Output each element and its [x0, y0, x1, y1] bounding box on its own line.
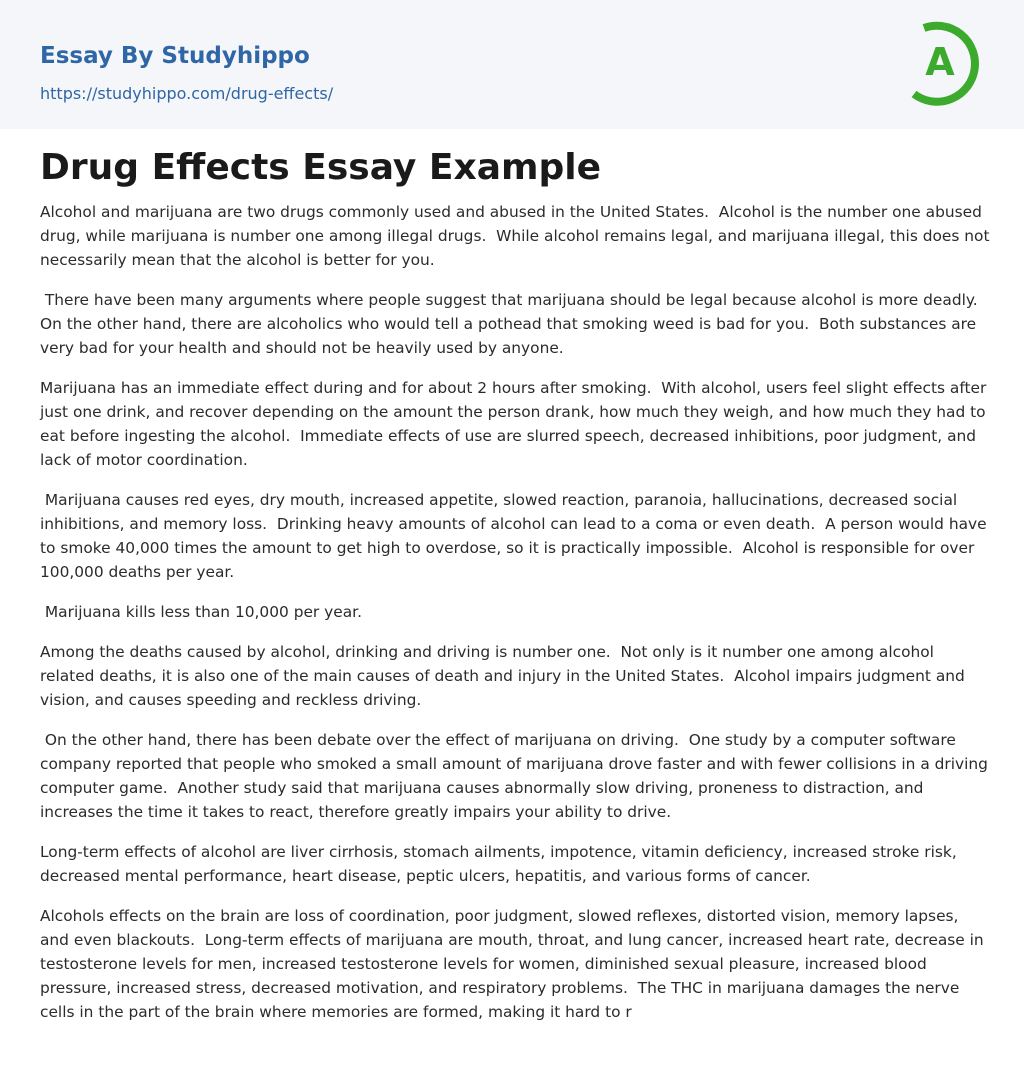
- essay-paragraph: Among the deaths caused by alcohol, drinking and driving is number one. Not only is it number one among alcohol related deaths, it is also one of the main causes of death and injury in the United States. Alcohol impairs judgment and vision, and causes speeding and reckless driving.: [40, 643, 970, 709]
- essay-paragraph: Marijuana causes red eyes, dry mouth, increased appetite, slowed reaction, paranoia, hallucinations, decreased social inhibitions, and memory loss. Drinking heavy amounts of alcohol can lead to a coma or even death. A person would have to smoke 40,000 times the amount to get high to overdose, so it is practically impossible. Alcohol is responsible for over 100,000 deaths per year.: [40, 491, 992, 581]
- essay-paragraph: Long-term effects of alcohol are liver cirrhosis, stomach ailments, impotence, vitamin deficiency, increased stroke risk, decreased mental performance, heart disease, peptic ulcers, hepatitis, and various forms of cancer.: [40, 843, 962, 885]
- logo-letter: A: [925, 40, 955, 84]
- essay-paragraph: Alcohols effects on the brain are loss of coordination, poor judgment, slowed reflexes, distorted vision, memory lapses, and even blackouts. Long-term effects of marijuana are mouth, throat, and lung cancer, increased heart rate, decrease in testosterone levels for men, increased testosterone levels for women, diminished sexual pleasure, increased blood pressure, increased stress, decreased motivation, and respiratory problems. The THC in marijuana damages the nerve cells in the part of the brain where memories are formed, making it hard to r: [40, 907, 989, 1021]
- site-brand[interactable]: Essay By Studyhippo: [40, 43, 310, 69]
- page-url-link[interactable]: https://studyhippo.com/drug-effects/: [40, 84, 334, 103]
- site-header: [0, 0, 1024, 129]
- studyhippo-logo-icon[interactable]: [904, 18, 988, 106]
- essay-paragraph: There have been many arguments where people suggest that marijuana should be legal because alcohol is more deadly. On the other hand, there are alcoholics who would tell a pothead that smoking weed is bad for you. Both substances are very bad for your health and should not be heavily used by anyone.: [40, 291, 988, 357]
- essay-paragraph: Marijuana kills less than 10,000 per year.: [40, 603, 362, 621]
- essay-paragraph: Marijuana has an immediate effect during and for about 2 hours after smoking. With alcohol, users feel slight effects after just one drink, and recover depending on the amount the person drank, how much they weigh, and how much they had to eat before ingesting the alcohol. Immediate effects of use are slurred speech, decreased inhibitions, poor judgment, and lack of motor coordination.: [40, 379, 992, 469]
- essay-paragraph: Alcohol and marijuana are two drugs commonly used and abused in the United States. Alcohol is the number one abused drug, while marijuana is number one among illegal drugs. While alcohol remains legal, and marijuana illegal, this does not necessarily mean that the alcohol is better for you.: [40, 203, 995, 269]
- page-title: Drug Effects Essay Example: [40, 147, 602, 188]
- essay-paragraph: On the other hand, there has been debate over the effect of marijuana on driving. One study by a computer software company reported that people who smoked a small amount of marijuana drove faster and with fewer collisions in a driving computer game. Another study said that marijuana causes abnormally slow driving, proneness to distraction, and increases the time it takes to react, therefore greatly impairs your ability to drive.: [40, 731, 993, 821]
- essay-body: [40, 200, 995, 1040]
